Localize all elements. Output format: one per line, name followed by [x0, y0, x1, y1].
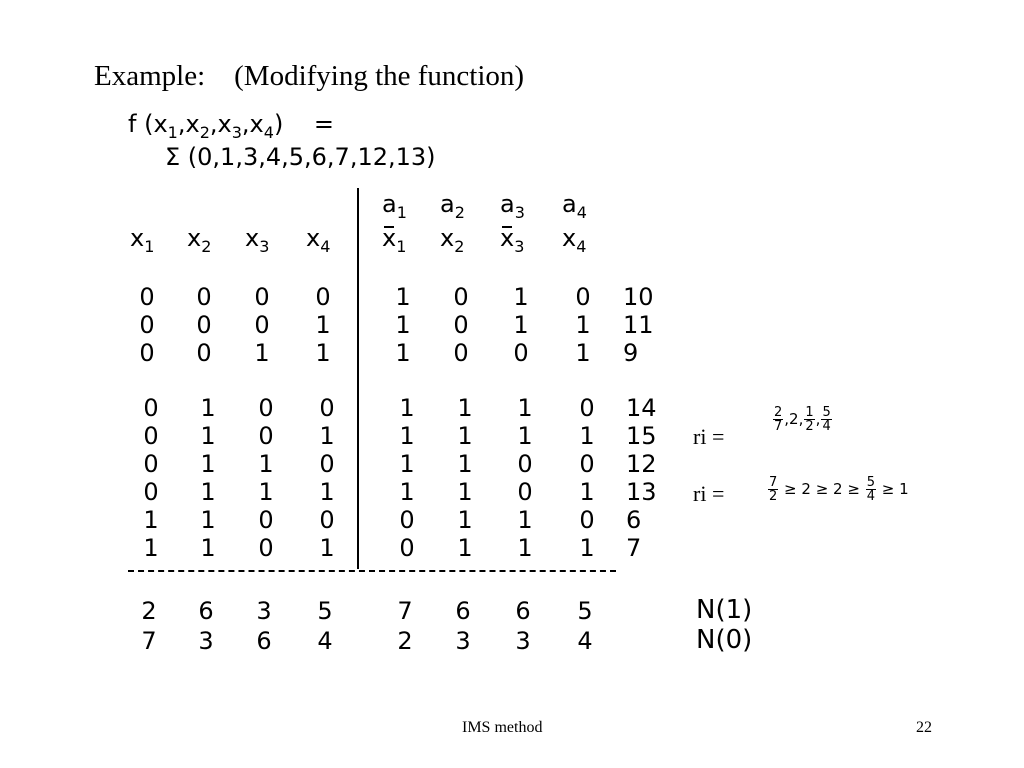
table-cell: 0	[143, 394, 159, 422]
a-input-3	[500, 224, 524, 256]
table-cell: 1	[575, 339, 591, 367]
table-cell: 1	[579, 422, 595, 450]
table-cell: 0	[399, 534, 415, 562]
fraction-denominator: 7	[774, 419, 783, 434]
var-subscript: 1	[396, 202, 407, 222]
table-cell: 0	[319, 450, 335, 478]
table-cell: 0	[575, 283, 591, 311]
table-cell: 1	[399, 478, 415, 506]
expr-text: ≥ 1	[876, 480, 909, 498]
decimal-value: 9	[623, 339, 639, 367]
total-cell: 6	[455, 597, 471, 625]
x-var-3	[245, 224, 269, 256]
fraction-numerator: 5	[866, 475, 875, 490]
fraction-numerator: 5	[822, 405, 831, 420]
table-cell: 1	[399, 422, 415, 450]
var-subscript: 2	[454, 236, 465, 256]
a-input-4	[562, 224, 586, 256]
table-cell: 1	[200, 506, 216, 534]
ri-label-1: ri =	[693, 424, 725, 449]
var-base: a	[440, 190, 455, 218]
total-cell: 2	[397, 627, 413, 655]
table-cell: 1	[258, 450, 274, 478]
a-var-3	[500, 190, 525, 222]
table-cell: 1	[399, 450, 415, 478]
table-cell: 1	[254, 339, 270, 367]
table-cell: 0	[513, 339, 529, 367]
fraction	[821, 406, 831, 433]
table-cell: 1	[579, 534, 595, 562]
function-definition-line2: Σ (0,1,3,4,5,6,7,12,13)	[165, 143, 436, 171]
fraction	[768, 476, 778, 503]
table-cell: 0	[258, 394, 274, 422]
a-var-1	[382, 190, 407, 222]
table-cell: 0	[139, 283, 155, 311]
var-base: a	[562, 190, 577, 218]
total-label: N(1)	[696, 595, 753, 625]
table-cell: 0	[143, 422, 159, 450]
var-subscript: 1	[396, 236, 407, 256]
table-cell: 0	[196, 283, 212, 311]
table-cell: 1	[200, 534, 216, 562]
table-cell: 1	[200, 394, 216, 422]
var-subscript: 2	[454, 202, 465, 222]
table-cell: 1	[517, 394, 533, 422]
table-cell: 0	[319, 394, 335, 422]
fraction	[866, 476, 876, 503]
var-subscript: 1	[144, 236, 155, 256]
var-subscript: 4	[576, 202, 587, 222]
decimal-value: 15	[626, 422, 657, 450]
decimal-value: 10	[623, 283, 654, 311]
x-var-1	[130, 224, 154, 256]
table-cell: 1	[457, 450, 473, 478]
total-cell: 6	[256, 627, 272, 655]
var-base: x	[245, 224, 260, 252]
total-label: N(0)	[696, 625, 753, 655]
total-cell: 6	[198, 597, 214, 625]
fraction-numerator: 1	[805, 405, 814, 420]
var-base: x	[500, 224, 515, 252]
table-cell: 0	[517, 478, 533, 506]
table-cell: 1	[575, 311, 591, 339]
table-cell: 0	[453, 339, 469, 367]
table-cell: 1	[200, 450, 216, 478]
table-cell: 0	[315, 283, 331, 311]
table-cell: 1	[457, 506, 473, 534]
footer-title: IMS method	[462, 719, 543, 736]
table-cell: 0	[579, 394, 595, 422]
table-cell: 0	[143, 478, 159, 506]
total-cell: 3	[515, 627, 531, 655]
table-cell: 1	[143, 534, 159, 562]
fraction	[773, 406, 783, 433]
var-subscript: 4	[576, 236, 587, 256]
total-cell: 4	[577, 627, 593, 655]
table-cell: 1	[258, 478, 274, 506]
fraction-denominator: 2	[769, 489, 778, 504]
total-cell: 6	[515, 597, 531, 625]
fraction-numerator: 7	[769, 475, 778, 490]
x-var-4	[306, 224, 330, 256]
table-cell: 1	[315, 311, 331, 339]
table-cell: 1	[395, 283, 411, 311]
a-var-4	[562, 190, 587, 222]
table-cell: 0	[517, 450, 533, 478]
var-subscript: 4	[320, 236, 331, 256]
var-base: x	[562, 224, 577, 252]
table-cell: 1	[517, 534, 533, 562]
table-cell: 1	[517, 422, 533, 450]
var-base: x	[187, 224, 202, 252]
table-cell: 1	[457, 478, 473, 506]
a-var-2	[440, 190, 465, 222]
var-base: x	[306, 224, 321, 252]
dashed-separator	[128, 570, 616, 572]
table-cell: 1	[319, 478, 335, 506]
total-cell: 7	[397, 597, 413, 625]
ri-ordered-ratios	[767, 476, 909, 503]
table-cell: 0	[254, 311, 270, 339]
table-cell: 0	[399, 506, 415, 534]
table-cell: 1	[319, 422, 335, 450]
table-cell: 0	[196, 311, 212, 339]
total-cell: 5	[577, 597, 593, 625]
table-cell: 1	[200, 478, 216, 506]
ri-ratio-list	[772, 406, 833, 433]
var-subscript: 3	[514, 202, 525, 222]
table-cell: 0	[453, 283, 469, 311]
table-cell: 0	[258, 422, 274, 450]
table-cell: 0	[453, 311, 469, 339]
total-cell: 7	[141, 627, 157, 655]
total-cell: 3	[256, 597, 272, 625]
table-cell: 0	[139, 339, 155, 367]
total-cell: 3	[198, 627, 214, 655]
decimal-value: 7	[626, 534, 642, 562]
table-cell: 0	[319, 506, 335, 534]
expr-text: ≥ 2 ≥ 2 ≥	[779, 480, 865, 498]
table-cell: 0	[143, 450, 159, 478]
decimal-value: 6	[626, 506, 642, 534]
function-definition-line1: f $(x_1,x_2,x_3,x_4)$ =	[128, 110, 334, 142]
total-cell: 4	[317, 627, 333, 655]
function-prefix: f (x	[128, 110, 168, 138]
table-cell: 1	[579, 478, 595, 506]
var-base: x	[382, 224, 397, 252]
table-cell: 1	[457, 394, 473, 422]
fraction-denominator: 4	[866, 489, 875, 504]
x-var-2	[187, 224, 211, 256]
var-subscript: 3	[259, 236, 270, 256]
a-input-2	[440, 224, 464, 256]
table-cell: 0	[258, 534, 274, 562]
slide-title: Example: (Modifying the function)	[94, 60, 525, 92]
total-cell: 2	[141, 597, 157, 625]
table-divider	[357, 188, 359, 569]
page-number: 22	[916, 719, 932, 736]
table-cell: 1	[319, 534, 335, 562]
table-cell: 1	[200, 422, 216, 450]
function-sub-4: 4	[263, 122, 274, 142]
fraction-denominator: 4	[822, 419, 831, 434]
table-cell: 1	[513, 311, 529, 339]
var-base: x	[130, 224, 145, 252]
table-cell: 0	[139, 311, 155, 339]
var-base: a	[500, 190, 515, 218]
table-cell: 0	[254, 283, 270, 311]
table-cell: 1	[457, 422, 473, 450]
table-cell: 1	[395, 311, 411, 339]
decimal-value: 11	[623, 311, 654, 339]
decimal-value: 14	[626, 394, 657, 422]
var-subscript: 2	[201, 236, 212, 256]
table-cell: 1	[517, 506, 533, 534]
table-cell: 1	[513, 283, 529, 311]
function-sub-3: 3	[231, 122, 242, 142]
table-cell: 0	[258, 506, 274, 534]
expr-text: ,2,	[784, 410, 804, 428]
fraction-numerator: 2	[774, 405, 783, 420]
total-cell: 5	[317, 597, 333, 625]
fraction	[804, 406, 814, 433]
table-cell: 1	[143, 506, 159, 534]
expr-text: ,	[815, 410, 821, 428]
a-input-1	[382, 224, 406, 256]
function-sub-1: 1	[167, 122, 178, 142]
var-base: x	[440, 224, 455, 252]
var-base: a	[382, 190, 397, 218]
ri-label-2: ri =	[693, 481, 725, 506]
total-cell: 3	[455, 627, 471, 655]
table-cell: 0	[196, 339, 212, 367]
table-cell: 1	[399, 394, 415, 422]
var-subscript: 3	[514, 236, 525, 256]
function-sub-2: 2	[199, 122, 210, 142]
decimal-value: 13	[626, 478, 657, 506]
decimal-value: 12	[626, 450, 657, 478]
table-cell: 0	[579, 450, 595, 478]
table-cell: 0	[579, 506, 595, 534]
table-cell: 1	[395, 339, 411, 367]
table-cell: 1	[457, 534, 473, 562]
fraction-denominator: 2	[805, 419, 814, 434]
table-cell: 1	[315, 339, 331, 367]
